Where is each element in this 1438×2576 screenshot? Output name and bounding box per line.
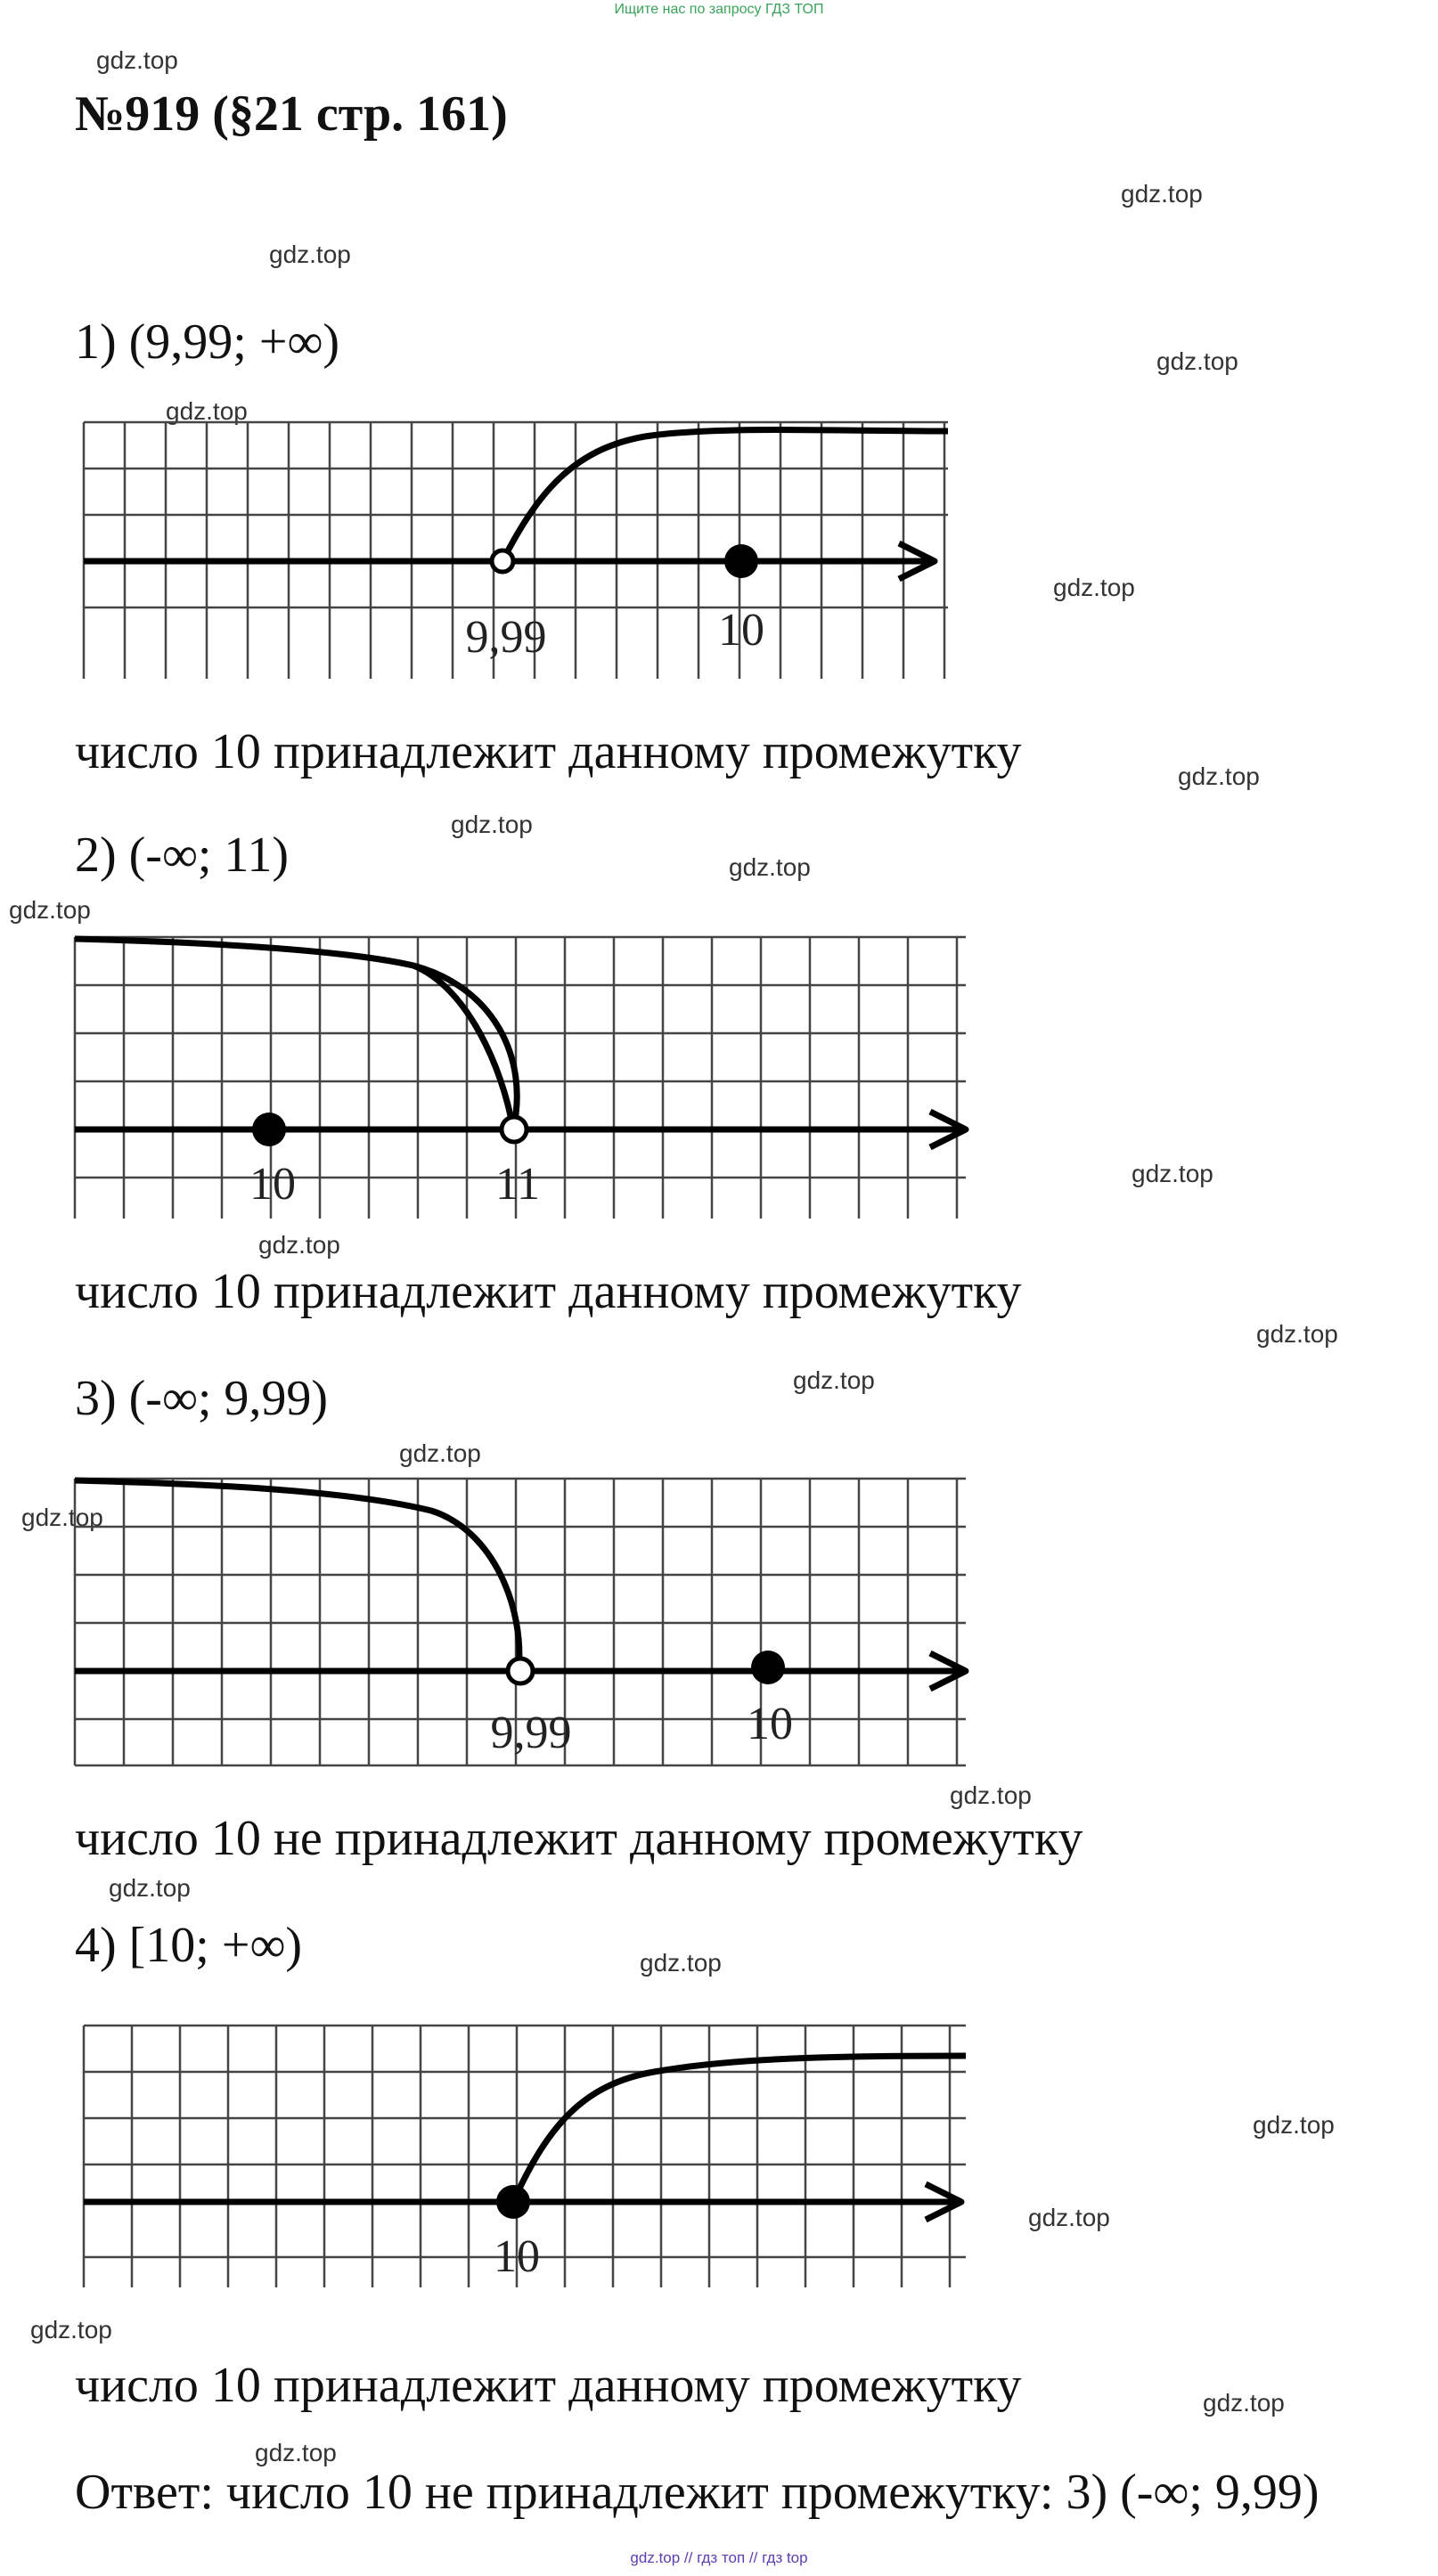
watermark: gdz.top <box>96 46 178 74</box>
bottom-footer: gdz.top // гдз топ // гдз top <box>630 2549 808 2566</box>
watermark: gdz.top <box>1178 762 1260 790</box>
filled-point <box>751 1651 785 1684</box>
statement-text: число 10 принадлежит данному промежутку <box>75 2358 1022 2413</box>
statement-text: число 10 принадлежит данному промежутку <box>75 724 1022 779</box>
watermark: gdz.top <box>1028 2204 1110 2231</box>
watermark: gdz.top <box>258 1231 340 1259</box>
open-point <box>492 550 513 572</box>
statement-text: число 10 не принадлежит данному промежутку <box>75 1811 1083 1866</box>
graph-1-svg <box>75 412 966 679</box>
open-point <box>502 1117 527 1142</box>
number-line-graph <box>75 2020 975 2296</box>
open-point <box>508 1659 533 1683</box>
statement-text: число 10 принадлежит данному промежутку <box>75 1264 1022 1319</box>
watermark: gdz.top <box>640 1949 722 1977</box>
page-title: №919 (§21 стр. 161) <box>75 86 508 142</box>
watermark: gdz.top <box>451 811 533 838</box>
watermark: gdz.top <box>166 397 248 425</box>
watermark: gdz.top <box>793 1366 875 1394</box>
watermark: gdz.top <box>1132 1160 1213 1187</box>
watermark: gdz.top <box>950 1781 1032 1809</box>
graph-3-svg <box>75 1475 975 1769</box>
number-line-graph <box>75 1475 975 1769</box>
watermark: gdz.top <box>1256 1320 1338 1348</box>
tick-label: 10 <box>249 1159 296 1210</box>
watermark: gdz.top <box>1121 180 1203 208</box>
tick-label: 9,99 <box>465 612 547 663</box>
tick-label: 11 <box>494 1159 541 1210</box>
shading-curve <box>513 2056 966 2202</box>
tick-label: 10 <box>747 1699 793 1749</box>
interval-heading: 1) (9,99; +∞) <box>75 314 340 370</box>
filled-point <box>724 544 758 578</box>
graph-4-svg <box>75 2020 975 2296</box>
interval-heading: 2) (-∞; 11) <box>75 827 289 883</box>
answer-text: Ответ: число 10 не принадлежит промежутку: 3) (-∞; 9,99) <box>75 2465 1320 2520</box>
tick-label: 10 <box>494 2231 540 2282</box>
shading-curve <box>502 430 948 562</box>
interval-heading: 3) (-∞; 9,99) <box>75 1371 329 1426</box>
watermark: gdz.top <box>399 1439 481 1467</box>
top-banner: Ищите нас по запросу ГДЗ ТОП <box>614 2 824 17</box>
number-line-graph <box>75 412 966 679</box>
watermark: gdz.top <box>255 2439 337 2466</box>
number-line-graph <box>75 933 975 1219</box>
watermark: gdz.top <box>1156 347 1238 375</box>
tick-label: 10 <box>718 605 764 656</box>
watermark: gdz.top <box>1253 2111 1335 2139</box>
watermark: gdz.top <box>30 2316 112 2344</box>
watermark: gdz.top <box>1053 574 1135 601</box>
graph-2-svg <box>75 933 975 1219</box>
filled-point <box>496 2185 530 2219</box>
watermark: gdz.top <box>1203 2389 1285 2417</box>
watermark: gdz.top <box>21 1504 103 1531</box>
watermark: gdz.top <box>9 896 91 924</box>
filled-point <box>252 1113 286 1146</box>
tick-label: 9,99 <box>490 1708 572 1758</box>
watermark: gdz.top <box>269 240 351 268</box>
watermark: gdz.top <box>109 1874 191 1902</box>
interval-heading: 4) [10; +∞) <box>75 1918 303 1973</box>
watermark: gdz.top <box>729 853 811 881</box>
